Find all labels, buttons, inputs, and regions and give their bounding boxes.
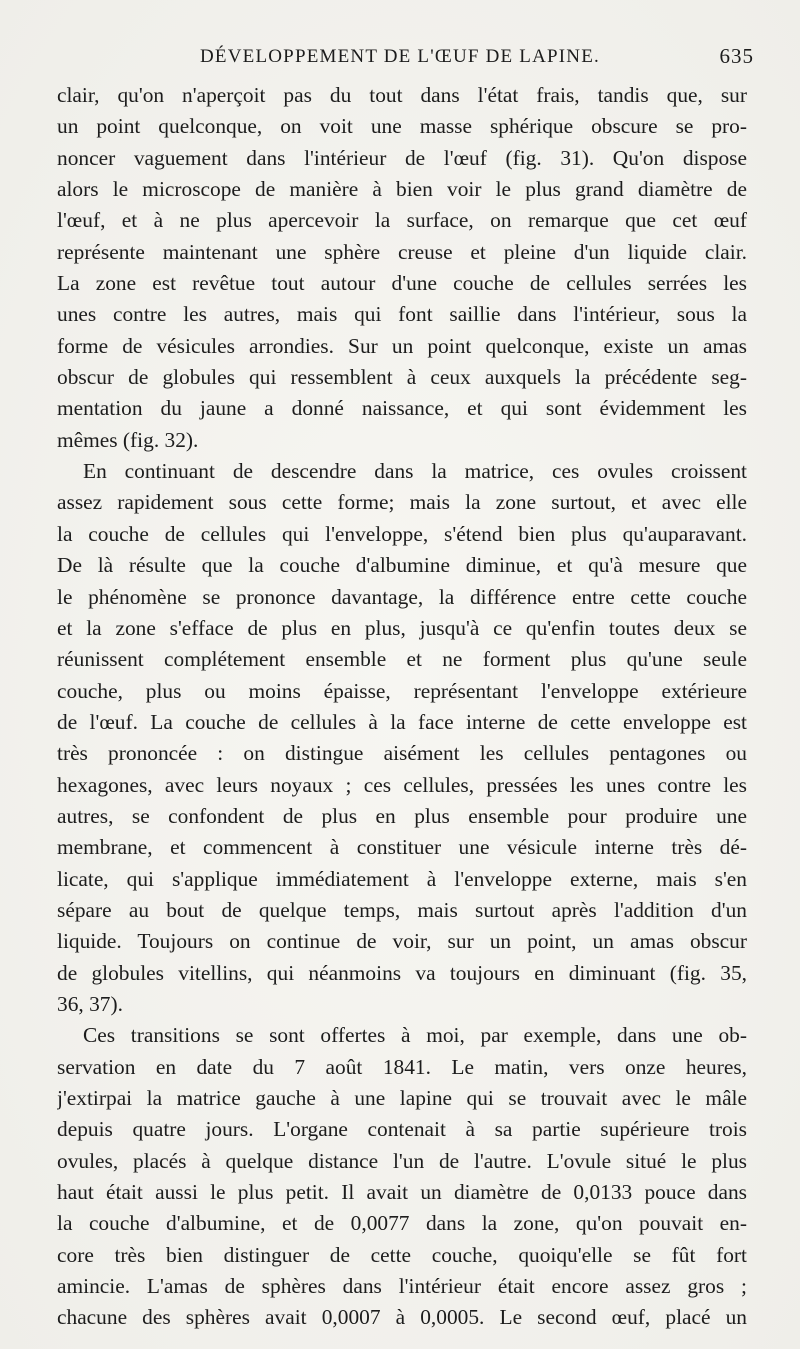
- text-line: la couche de cellules qui l'enveloppe, s'étend bien plus qu'auparavant.: [57, 521, 747, 546]
- text-line: l'œuf, et à ne plus apercevoir la surface, on remarque que cet œuf: [57, 208, 747, 233]
- text-line: chacune des sphères avait 0,0007 à 0,0005. Le second œuf, placé un: [57, 1305, 747, 1330]
- text-line: La zone est revêtue tout autour d'une couche de cellules serrées les: [57, 271, 747, 296]
- text-line: hexagones, avec leurs noyaux ; ces cellules, pressées les unes contre les: [57, 772, 747, 797]
- text-line: licate, qui s'applique immédiatement à l'enveloppe externe, mais s'en: [57, 866, 747, 891]
- text-line: alors le microscope de manière à bien voir le plus grand diamètre de: [57, 177, 747, 202]
- running-head: [0, 40, 800, 76]
- text-line: haut était aussi le plus petit. Il avait un diamètre de 0,0133 pouce dans: [57, 1180, 747, 1205]
- text-line: amincie. L'amas de sphères dans l'intérieur était encore assez gros ;: [57, 1274, 747, 1299]
- body-text: [57, 80, 747, 1334]
- text-line: le phénomène se prononce davantage, la différence entre cette couche: [57, 584, 747, 609]
- text-line: réunissent complétement ensemble et ne forment plus qu'une seule: [57, 647, 747, 672]
- text-line: core très bien distinguer de cette couche, quoiqu'elle se fût fort: [57, 1242, 747, 1267]
- text-line: la couche d'albumine, et de 0,0077 dans la zone, qu'on pouvait en-: [57, 1211, 747, 1236]
- text-line: sépare au bout de quelque temps, mais surtout après l'addition d'un: [57, 897, 747, 922]
- text-line: et la zone s'efface de plus en plus, jusqu'à ce qu'enfin toutes deux se: [57, 615, 747, 640]
- text-line: couche, plus ou moins épaisse, représentant l'enveloppe extérieure: [57, 678, 747, 703]
- text-line: En continuant de descendre dans la matrice, ces ovules croissent: [83, 459, 747, 484]
- text-line: assez rapidement sous cette forme; mais la zone surtout, et avec elle: [57, 490, 747, 515]
- text-line: membrane, et commencent à constituer une vésicule interne très dé-: [57, 835, 747, 860]
- text-line: un point quelconque, on voit une masse sphérique obscure se pro-: [57, 114, 747, 139]
- text-line: clair, qu'on n'aperçoit pas du tout dans l'état frais, tandis que, sur: [57, 83, 747, 107]
- text-line: mêmes (fig. 32).: [57, 427, 199, 452]
- text-line: obscur de globules qui ressemblent à ceux auxquels la précédente seg-: [57, 365, 747, 390]
- page-number: 635: [719, 44, 754, 68]
- text-line: de globules vitellins, qui néanmoins va toujours en diminuant (fig. 35,: [57, 960, 747, 985]
- running-title: DÉVELOPPEMENT DE L'ŒUF DE LAPINE.: [200, 46, 600, 67]
- text-line: noncer vaguement dans l'intérieur de l'œuf (fig. 31). Qu'on dispose: [57, 145, 747, 170]
- text-line: j'extirpai la matrice gauche à une lapine qui se trouvait avec le mâle: [57, 1086, 747, 1110]
- text-line: De là résulte que la couche d'albumine diminue, et qu'à mesure que: [57, 553, 747, 578]
- text-line: forme de vésicules arrondies. Sur un point quelconque, existe un amas: [57, 333, 747, 358]
- text-line: très prononcée : on distingue aisément les cellules pentagones ou: [57, 741, 747, 766]
- text-line: représente maintenant une sphère creuse et pleine d'un liquide clair.: [57, 239, 747, 264]
- text-line: de l'œuf. La couche de cellules à la face interne de cette enveloppe est: [57, 709, 747, 734]
- text-line: liquide. Toujours on continue de voir, sur un point, un amas obscur: [57, 929, 747, 954]
- text-line: 36, 37).: [57, 991, 123, 1016]
- text-line: Ces transitions se sont offertes à moi, par exemple, dans une ob-: [83, 1023, 747, 1048]
- text-line: autres, se confondent de plus en plus ensemble pour produire une: [57, 803, 747, 828]
- text-line: servation en date du 7 août 1841. Le matin, vers onze heures,: [57, 1054, 747, 1079]
- text-line: ovules, placés à quelque distance l'un de l'autre. L'ovule situé le plus: [57, 1148, 747, 1173]
- text-line: unes contre les autres, mais qui font saillie dans l'intérieur, sous la: [57, 302, 747, 327]
- text-line: depuis quatre jours. L'organe contenait à sa partie supérieure trois: [57, 1117, 747, 1142]
- text-line: mentation du jaune a donné naissance, et qui sont évidemment les: [57, 396, 747, 421]
